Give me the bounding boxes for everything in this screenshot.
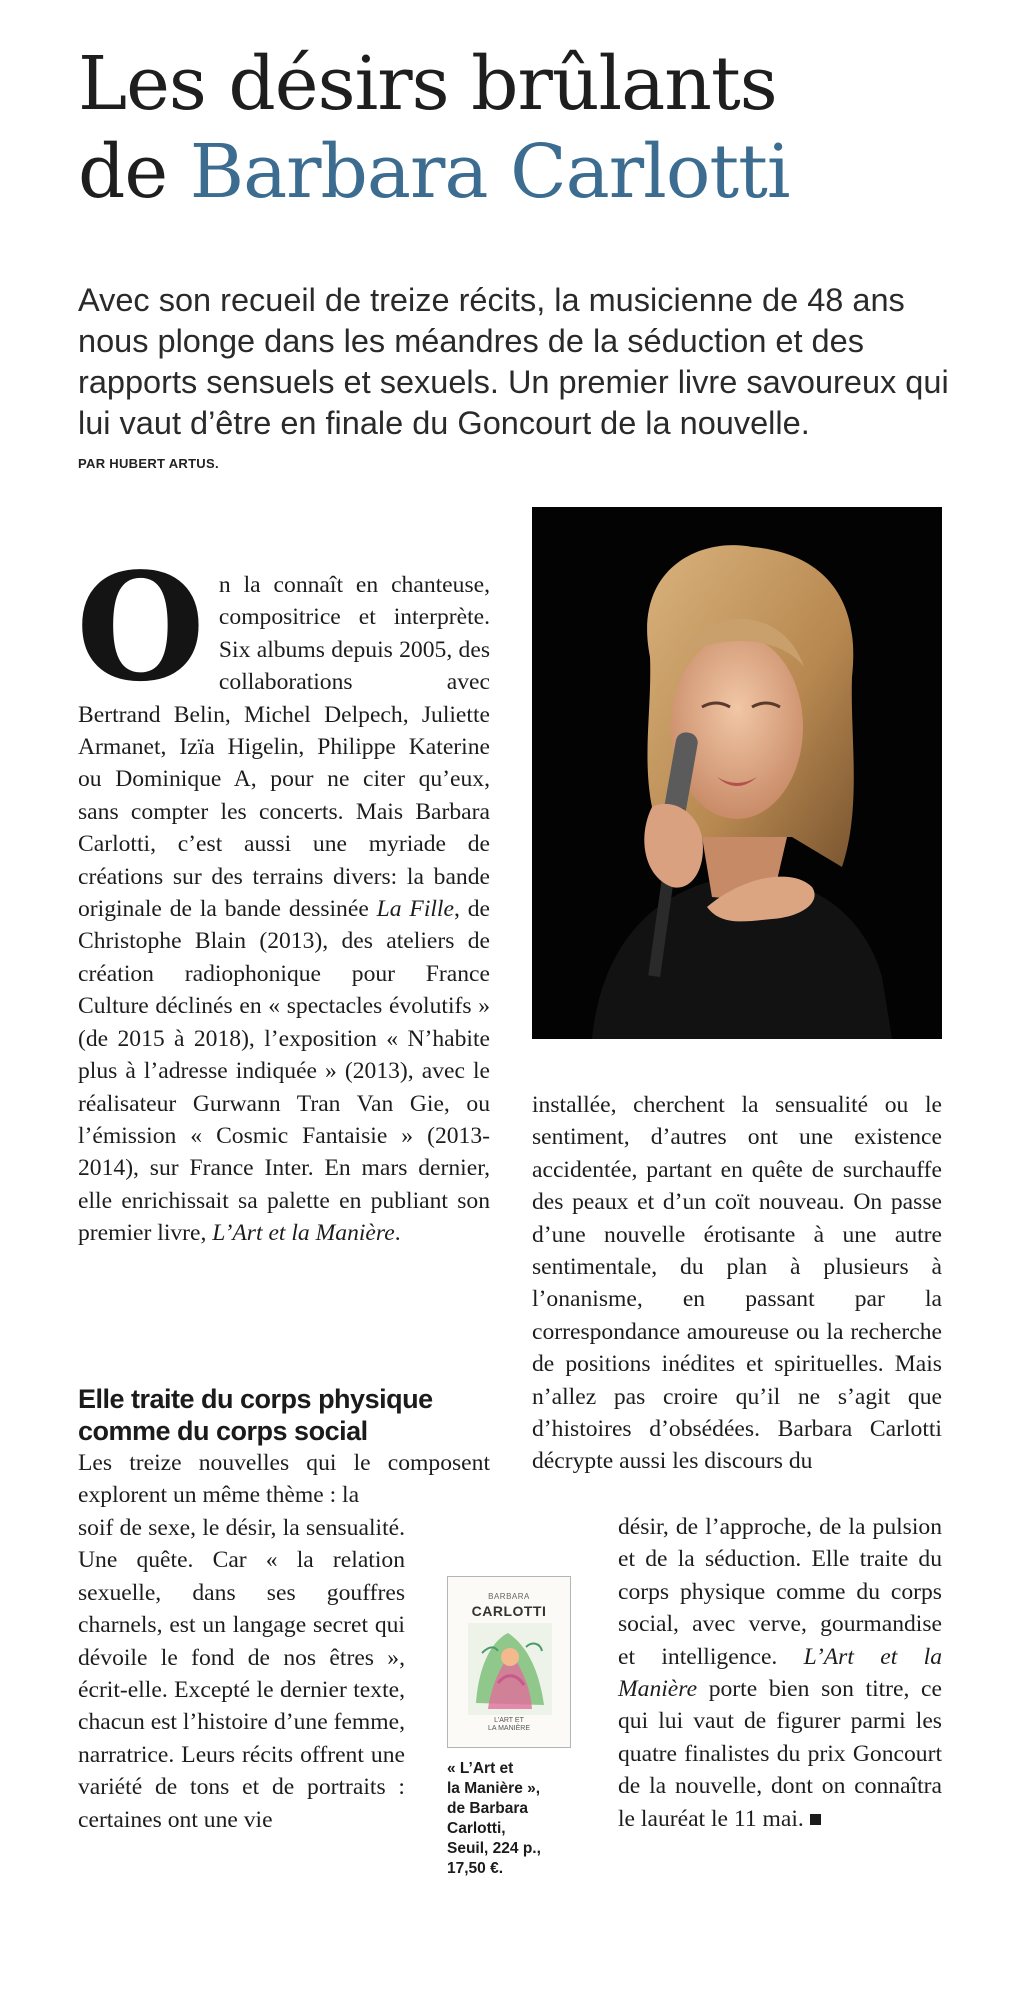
book-cover-title-line1: L’ART ET	[494, 1717, 524, 1724]
standfirst: Avec son recueil de treize récits, la musicienne de 48 ans nous plonge dans les méandres de la séduction et des rapports sensuels et sexuels. Un premier livre savoureux qui lui vaut d’être en finale du Goncourt de la nouvelle.	[78, 282, 949, 441]
drop-cap: O	[76, 540, 205, 714]
caption-line1: « L’Art et	[447, 1760, 514, 1777]
subheading: Elle traite du corps physique comme du corps social	[78, 1384, 433, 1446]
singer-photo	[532, 507, 942, 1039]
body-p1-b: , de Christophe Blain (2013), des ateliers de création radiophonique pour France Culture déclinés en « spectacles évolutifs » (de 2015 à 2018), l’exposition « N’habite plus à l’adresse indiquée » (2013), avec le réalisateur Gurwann Tran Van Gie, ou l’émission « Cosmic Fantaisie » (2013-2014), sur France Inter. En mars dernier, elle enrichissait sa palette en publiant son premier livre,	[78, 896, 490, 1247]
body-p1-italic-title-2: L’Art et la Manière	[212, 1220, 395, 1247]
body-column-right-bottom	[618, 1511, 942, 1835]
caption-line5: Seuil, 224 p.,	[447, 1840, 541, 1857]
body-column-left-bottom-narrow: soif de sexe, le désir, la sensualité. Une quête. Car « la relation sexuelle, dans ses gouffres charnels, est un langage secret qui dévoile le fond de nos êtres », écrit-elle. Excepté le dernier texte, chacun est l’histoire d’une femme, narratrice. Leurs récits offrent une variété de tons et de portraits : certaines ont une vie	[78, 1515, 405, 1833]
caption-line2: la Manière »,	[447, 1780, 541, 1797]
headline-line1: Les désirs brûlants	[78, 41, 777, 127]
book-caption	[447, 1759, 577, 1879]
body-column-right-top: installée, cherchent la sensualité ou le sentiment, d’autres ont une existence accidentée, partant en quête de surchauffe des peaux et d’un coït nouveau. On passe d’une nouvelle érotisante à une autre sentimentale, du plan à plusieurs à l’onanisme, en passant par la correspondance amoureuse ou la recherche de positions inédites et spirituelles. Mais n’allez pas croire qu’il ne s’agit que d’histoires d’obsédées. Barbara Carlotti décrypte aussi les discours du	[532, 1092, 942, 1475]
book-cover-author-last: CARLOTTI	[471, 1603, 547, 1619]
body-column-left-top	[76, 540, 490, 1250]
article-headline	[78, 40, 978, 216]
body-right-bottom-a: désir, de l’approche, de la pulsion et de la séduction. Elle traite du corps physique comme du corps social, avec verve, gourmandise et intelligence.	[618, 1514, 942, 1670]
end-mark-icon	[810, 1814, 821, 1825]
headline-prefix: de	[78, 129, 190, 215]
caption-line4: Carlotti,	[447, 1820, 506, 1837]
book-cover-title-line2: LA MANIÈRE	[487, 1725, 530, 1732]
book-cover-title	[448, 1717, 570, 1733]
byline: PAR HUBERT ARTUS.	[78, 456, 219, 471]
caption-line3: de Barbara	[447, 1800, 528, 1817]
book-cover-artwork	[468, 1623, 552, 1715]
singer-photo-illustration	[532, 507, 942, 1039]
body-p1-c: .	[394, 1220, 401, 1247]
body-column-left-bottom-wide: Les treize nouvelles qui le composent explorent un même thème : la	[78, 1450, 490, 1509]
body-p1-a: n la connaît en chanteuse, compositrice et interprète. Six albums depuis 2005, des collaborations avec Bertrand Belin, Michel Delpech, Juliette Armanet, Izïa Higelin, Philippe Katerine ou Dominique A, pour ne citer qu’eux, sans compter les concerts. Mais Barbara Carlotti, c’est aussi une myriade de créations sur des terrains divers: la bande originale de la bande dessinée	[78, 572, 490, 923]
body-right-bottom-b: porte bien son titre, ce qui lui vaut de figurer parmi les quatre finalistes du prix Goncourt de la nouvelle, dont on connaîtra le lauréat le 11 mai.	[618, 1676, 942, 1832]
book-cover-author-first: BARBARA	[488, 1592, 530, 1601]
body-p1-italic-title-1: La Fille	[376, 896, 454, 923]
headline-name: Barbara Carlotti	[189, 129, 790, 215]
caption-line6: 17,50 €.	[447, 1860, 504, 1877]
book-cover	[447, 1576, 571, 1748]
body-right-bottom-italic-title: L’Art et la Manière	[618, 1643, 942, 1703]
